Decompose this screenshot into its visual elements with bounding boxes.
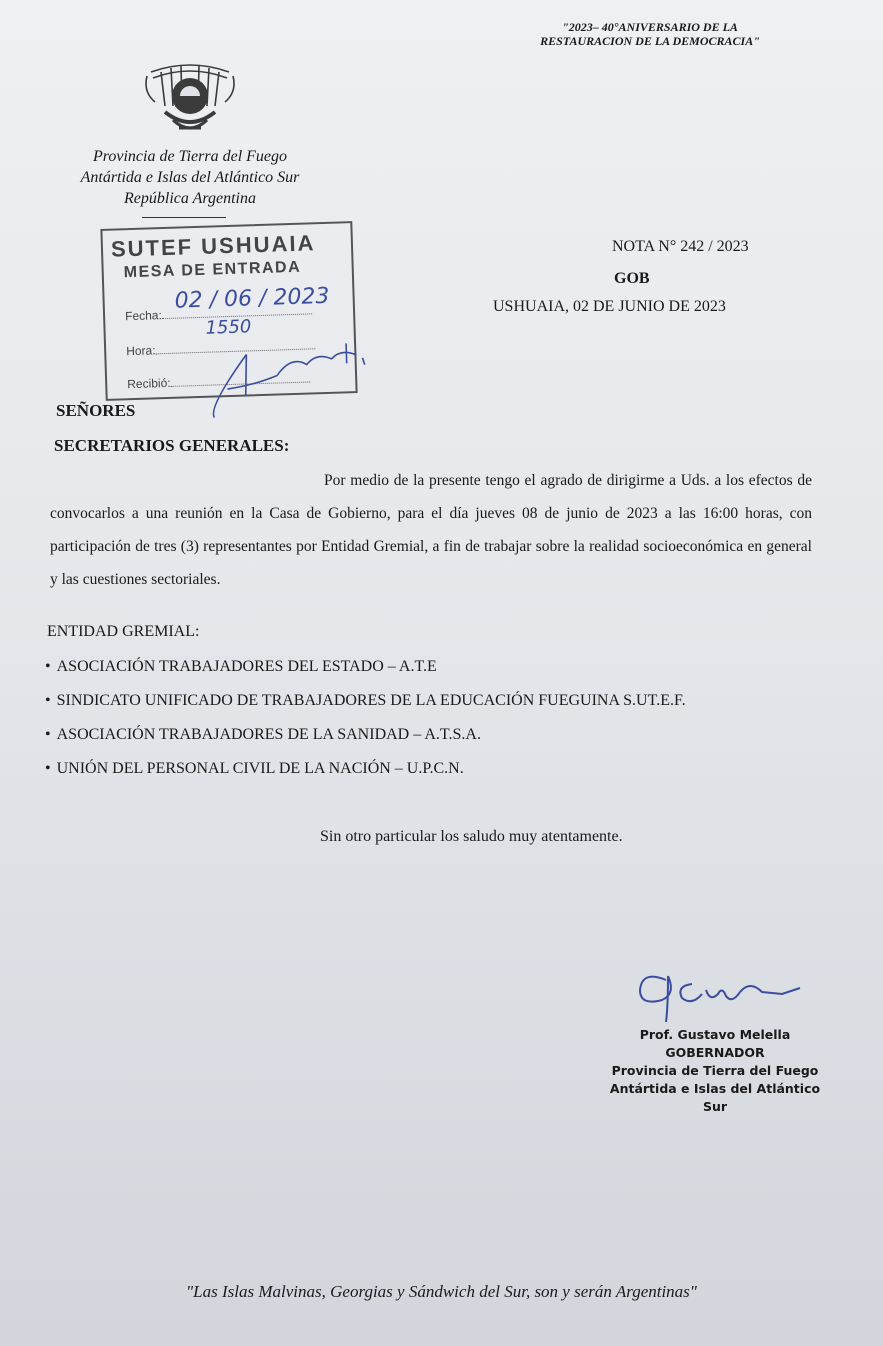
province-line-1: Provincia de Tierra del Fuego bbox=[92, 148, 288, 165]
entidad-list bbox=[45, 652, 686, 788]
stamp-recibio-label: Recibió: bbox=[127, 375, 171, 392]
addressee-line-1: SEÑORES bbox=[56, 401, 136, 420]
entidad-heading: ENTIDAD GREMIAL: bbox=[47, 623, 200, 640]
motto-line-1: "2023– 40°ANIVERSARIO DE LA bbox=[562, 20, 738, 34]
anniversary-motto bbox=[500, 20, 800, 48]
stamp-subtitle: MESA DE ENTRADA bbox=[123, 258, 302, 282]
stamp-title: SUTEF USHUAIA bbox=[110, 230, 316, 262]
note-number: NOTA N° 242 / 2023 bbox=[612, 238, 749, 255]
list-item: • SINDICATO UNIFICADO DE TRABAJADORES DE LA EDUCACIÓN FUEGUINA S.UT.E.F. bbox=[45, 686, 686, 720]
motto-line-2: RESTAURACION DE LA DEMOCRACIA" bbox=[540, 34, 760, 48]
handwritten-signature bbox=[632, 966, 802, 1022]
signer-province-1: Provincia de Tierra del Fuego bbox=[611, 1063, 819, 1078]
addressee-line-2: SECRETARIOS GENERALES: bbox=[54, 436, 290, 455]
list-item: • ASOCIACIÓN TRABAJADORES DE LA SANIDAD – A.T.S.A. bbox=[45, 720, 686, 754]
province-line-3: República Argentina bbox=[124, 190, 256, 207]
footer-slogan: "Las Islas Malvinas, Georgias y Sándwich del Sur, son y serán Argentinas" bbox=[186, 1282, 697, 1301]
province-heading bbox=[40, 146, 340, 209]
place-date: USHUAIA, 02 DE JUNIO DE 2023 bbox=[493, 298, 726, 315]
stamp-hora-value: 1550 bbox=[205, 316, 252, 339]
stamp-fecha-value: 02 / 06 / 2023 bbox=[174, 283, 330, 314]
signer-name: Prof. Gustavo Melella bbox=[639, 1027, 791, 1042]
stamp-recibio-signature bbox=[196, 333, 369, 428]
divider bbox=[142, 217, 226, 218]
provincial-coat-of-arms-icon bbox=[143, 62, 237, 138]
list-item: • UNIÓN DEL PERSONAL CIVIL DE LA NACIÓN – U.P.C.N. bbox=[45, 754, 686, 788]
gob-code: GOB bbox=[614, 270, 650, 287]
province-line-2: Antártida e Islas del Atlántico Sur bbox=[80, 169, 300, 186]
reception-stamp bbox=[100, 221, 357, 401]
signer-title: GOBERNADOR bbox=[665, 1045, 765, 1060]
letter-body: Por medio de la presente tengo el agrado de dirigirme a Uds. a los efectos de convocarlos a una reunión en la Casa de Gobierno, para el día jueves 08 de junio de 2023 a las 16:00 horas, con participación de tres (3) representantes por Entidad Gremial, a fin de trabajar sobre la realidad socioeconómica en general y las cuestiones sectoriales. bbox=[50, 472, 812, 588]
stamp-fecha-label: Fecha: bbox=[124, 308, 163, 324]
list-item: • ASOCIACIÓN TRABAJADORES DEL ESTADO – A.T.E bbox=[45, 652, 686, 686]
signer-block bbox=[604, 1026, 826, 1116]
stamp-hora-label: Hora: bbox=[125, 343, 156, 359]
signer-province-2: Antártida e Islas del Atlántico Sur bbox=[609, 1081, 821, 1114]
closing-line: Sin otro particular los saludo muy atentamente. bbox=[320, 828, 623, 845]
